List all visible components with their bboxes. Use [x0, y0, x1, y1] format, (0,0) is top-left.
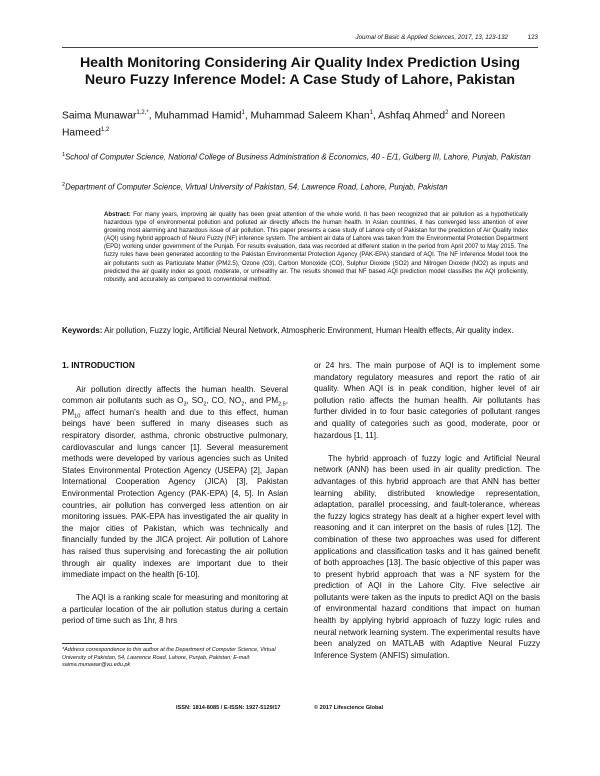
abstract-text: For many years, improving air quality has been great attention of the whole world. It has been recognized that air pollution as a hypothetically hazardous type of environmental pollution and polluted air directly affects the human health. In Asian countries, it has converged less attention of ever growing most alarming and hazardous issue of air pollution. This paper presents a case study of Lahore city of Pakistan for the prediction of Air Quality Index (AQI) using hybrid approach of Neuro Fuzzy (NF) inference system. The ambient air data of Lahore was taken from the Environmental Protection Department (EPD) working under government of the Punjab. For results evaluation, data was recorded at different station in the period from April 2007 to May 2015. The fuzzy rules have been generated according to the Pakistan Environmental Protection Agency (PAK-EPA) standard of AQI. The NF Inference Model took the air pollutants such as Particulate Matter (PM2.5), Ozone (O3), Carbon Monoxide (CO), Sulphur Dioxide (SO2) and Nitrogen Dioxide (NO2) as inputs and predicted the air quality index as good, moderate, or unhealthy air. The results showed that NF based AQI prediction model classifies the AQI proficiently, robustly, and accurately as compared to conventional method.	[104, 211, 528, 283]
running-header	[62, 34, 538, 46]
author-sup: 1	[369, 110, 373, 116]
right-column	[314, 360, 540, 673]
page-number: 123	[527, 34, 538, 41]
author-name: Saima Munawar	[62, 110, 137, 122]
intro-paragraph-1: Air pollution directly affects the human health. Several common air pollutants such as $O_3$, $SO_2$, CO, $NO_2$, and $PM_{2.5}$, $PM_{10}$ affect human's health and due to this effect, human beings have been suffered in many diseases such as respiratory disorder, asthma, chronic obstructive pulmonary, cardiovascular and lungs cancer [1]. Several measurement methods were developed by various agencies such as United States Environmental Protection Agency (USEPA) [2], Japan International Cooperation Agency (JICA) [3], Pakistan Environmental Protection Agency (PAK-EPA) [4, 5]. In Asian countries, air pollution has converged less attention on air monitoring issues. PAK-EPA has investigated the air quality in the major cities of Pakistan, which was technically and financially funded by the JICA project. Air pollution of Lahore has raised thus supervising and forecasting the air pollution through air quality indexes are important due to their immediate impact on the health [6-10].	[62, 384, 288, 580]
affiliation-text: School of Computer Science, National College of Business Administration & Economics, 40 - E/1, Gulberg III, Lahore, Punjab, Pakistan	[65, 152, 531, 162]
affiliation-2	[62, 180, 538, 193]
affiliation-sup: 1	[62, 152, 66, 158]
journal-citation: Journal of Basic & Applied Sciences, 2017, 13, 123-132	[355, 34, 508, 41]
keywords-label: Keywords:	[62, 326, 103, 335]
keywords-text: Air pollution, Fuzzy logic, Artificial Neural Network, Atmospheric Environment, Human Health effects, Air quality index.	[104, 326, 514, 335]
abstract-label: Abstract:	[104, 211, 131, 218]
intro-paragraph-3: The hybrid approach of fuzzy logic and Artificial Neural network (ANN) has been used in air quality prediction. The advantages of this hybrid approach are that ANN has better learning ability, distributed knowledge representation, adaptation, parallel processing, and fault-tolerance, whereas the fuzzy logics strategy has dealt at a higher expert level with reasoning and it can interpret on the basis of rules [12]. The combination of these two approaches was used for different applications and classification tasks and it has gained benefit of both approaches [13]. The basic objective of this paper was to present hybrid approach that was a NF system for the prediction of AQI in the Lahore City. Five selective air pollutants were taken as the inputs to predict AQI on the basis of environmental hazard conditions that impact on human health by applying hybrid approach of fuzzy logic rules and neural network learning system. The experimental results have been analyzed on MATLAB with Adaptive Neural Fuzzy Inference System (ANFIS) simulation.	[314, 453, 540, 660]
copyright: © 2017 Lifescience Global	[314, 705, 384, 711]
header-rule	[62, 47, 538, 48]
paper-title: Health Monitoring Considering Air Quality Index Prediction Using Neuro Fuzzy Inference Model: A Case Study of Lahore, Pakistan	[79, 55, 521, 88]
author-sup: 1,2,*	[136, 110, 149, 116]
footnote-rule	[62, 643, 152, 644]
author-sup: 1,2	[100, 127, 110, 134]
intro-paragraph-2: The AQI is a ranking scale for measuring and monitoring at a particular location of the air pollution status during a certain period of time such as 1hr, 8 hrs	[62, 593, 288, 626]
affiliation-text: Department of Computer Science, Virtual University of Pakistan, 54, Lawrence Road, Lahore, Punjab, Pakistan	[65, 182, 448, 192]
correspondence-footnote: *Address correspondence to this author at the Department of Computer Science, Virtual University of Pakistan, 54, Lawrence Road, Lahore, Punjab, Pakistan; E-mail: saima.munawar@vu.edu.pk	[62, 647, 276, 669]
affiliation-1	[62, 150, 538, 163]
intro-paragraph-2-continued: or 24 hrs. The main purpose of AQI is to implement some mandatory regulatory measures and report the ratio of air quality. When AQI is in peak condition, higher level of air pollution ratio affects the human health. Air pollutants has further divided in to four basic categories of pollutant ranges and quality of categories such as good, moderate, poor or hazardous [1, 11].	[314, 361, 540, 440]
author-sup: 2	[445, 110, 449, 116]
author-name: Muhammad Saleem Khan	[250, 110, 370, 122]
issn: ISSN: 1814-8085 / E-ISSN: 1927-5129/17	[176, 705, 281, 711]
author-name: Noreen Hameed	[62, 110, 506, 139]
author-list: Saima Munawar$^{1,2,*}$, Muhammad Hamid$^1$, Muhammad Saleem Khan$^1$, Ashfaq Ahmed$^2$ and Noreen Hameed$^{1,2}$	[62, 110, 506, 139]
abstract	[104, 211, 528, 284]
author-name: Muhammad Hamid	[154, 110, 242, 122]
section-heading: 1. INTRODUCTION	[62, 360, 135, 370]
keywords	[62, 325, 538, 337]
left-column	[62, 360, 288, 639]
affiliation-sup: 2	[62, 182, 66, 188]
author-name: Ashfaq Ahmed	[378, 110, 446, 122]
author-sup: 1	[241, 110, 245, 116]
